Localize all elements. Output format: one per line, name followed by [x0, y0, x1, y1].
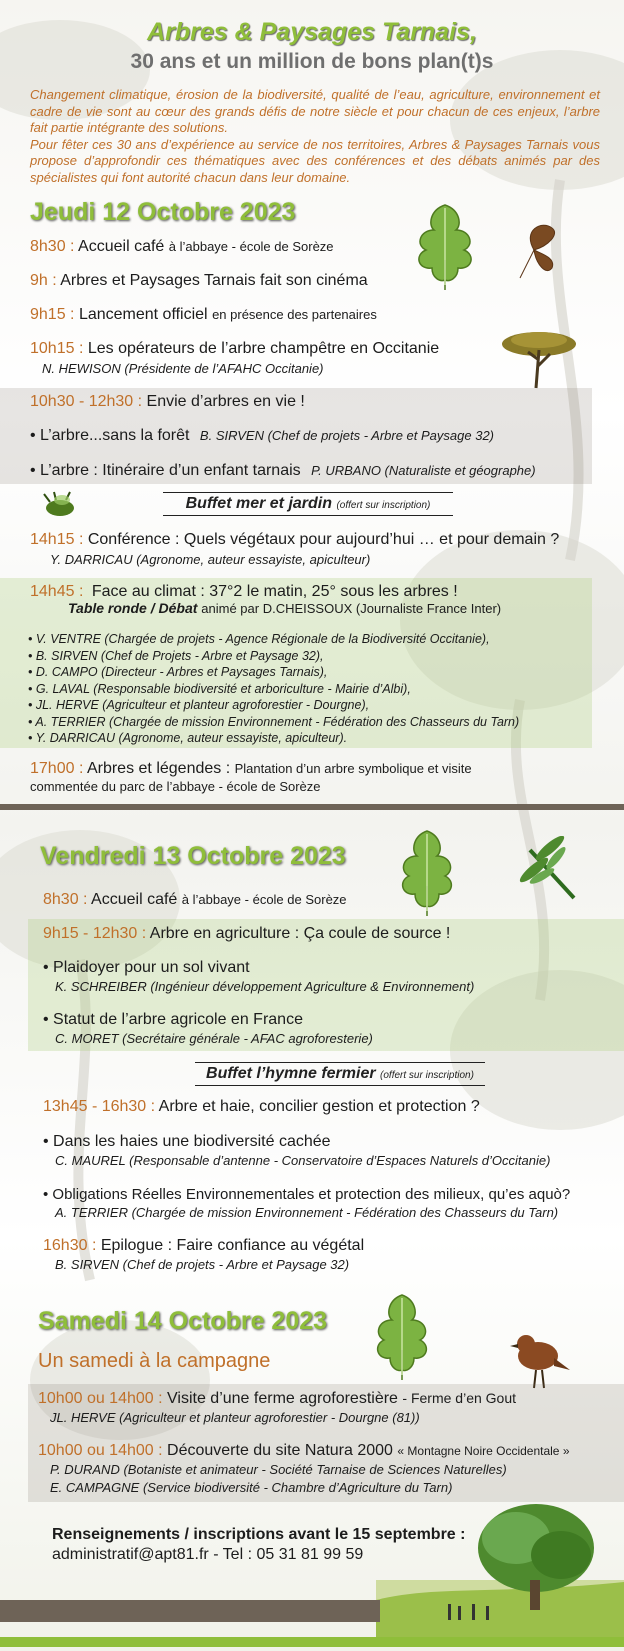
participant-item: • V. VENTRE (Chargée de projets - Agence Régionale de la Biodiversité Occitanie),: [28, 632, 490, 646]
day2-title: Vendredi 13 Octobre 2023: [40, 842, 346, 870]
day2-event-2-bullet-1: • Plaidoyer pour un sol vivant: [43, 959, 250, 976]
bee-icon: [40, 490, 80, 522]
participant-item: • B. SIRVEN (Chef de Projets - Arbre et Paysage 32),: [28, 648, 324, 663]
day3-subtitle: Un samedi à la campagne: [38, 1350, 271, 1372]
oak-leaf-icon: [410, 200, 480, 292]
day1-roundtable: Table ronde / Débat animé par D.CHEISSOUX (Journaliste France Inter): [68, 600, 502, 616]
day1-event-5: 10h30 - 12h30 : Envie d’arbres en vie !: [30, 393, 305, 410]
day1-event-5-bullet-1: • L’arbre...sans la forêt B. SIRVEN (Chef de projets - Arbre et Paysage 32): [30, 427, 495, 444]
butterfly-icon: [512, 220, 562, 280]
participant-item: • A. TERRIER (Chargée de mission Environnement - Fédération des Chasseurs du Tarn): [28, 714, 520, 729]
main-title: Arbres & Paysages Tarnais,: [147, 18, 477, 46]
day1-event-4: 10h15 : Les opérateurs de l’arbre champêtre en Occitanie: [30, 340, 440, 357]
day2-event-4: 16h30 : Epilogue : Faire confiance au végétal: [43, 1237, 365, 1254]
day1-event-6: 14h15 : Conférence : Quels végétaux pour aujourd’hui … et pour demain ?: [30, 531, 560, 548]
oak-leaf-icon: [370, 1290, 434, 1382]
intro-paragraph-1: Changement climatique, érosion de la biodiversité, qualité de l’eau, agriculture, environnement et cadre de vie sont au cœur des grands défis de notre siècle et pour chacun de ces enjeux, l’arbre fait partie intégrante des solutions.: [30, 87, 600, 135]
section-divider: [0, 804, 624, 810]
participant-item: • D. CAMPO (Directeur - Arbres et Paysages Tarnais),: [28, 665, 328, 679]
day3-event-2-speaker-2: E. CAMPAGNE (Service biodiversité - Chambre d’Agriculture du Tarn): [50, 1480, 453, 1495]
participant-item: • JL. HERVE (Agriculteur et planteur agroforestier - Dourgne),: [28, 698, 370, 712]
day2-event-3-bullet-1-speaker: C. MAUREL (Responsable d’antenne - Conservatoire d’Espaces Naturels d’Occitanie): [55, 1153, 551, 1168]
day1-event-8-detail: commentée du parc de l’abbaye - école de Sorèze: [30, 779, 321, 794]
participant-item: • Y. DARRICAU (Agronome, auteur essayiste, apiculteur).: [28, 731, 348, 745]
day3-event-2: 10h00 ou 14h00 : Découverte du site Natura 2000 « Montagne Noire Occidentale »: [38, 1442, 570, 1459]
day3-event-1-speaker: JL. HERVE (Agriculteur et planteur agroforestier - Dourgne (81)): [50, 1410, 420, 1425]
day2-event-3-bullet-1: • Dans les haies une biodiversité cachée: [43, 1133, 331, 1150]
day1-roundtable-participants: [28, 631, 519, 747]
landscape-illustration: [376, 1500, 624, 1641]
day1-event-8: 17h00 : Arbres et légendes : Plantation d’un arbre symbolique et visite: [30, 760, 472, 777]
intro-paragraph-2: Pour fêter ces 30 ans d’expérience au service de nos territoires, Arbres & Paysages Tarnais vous propose d’approfondir ces thématiques avec des conférences et des débats animés par des spécialistes qui font autorité chacun dans leur domaine.: [30, 136, 600, 185]
day2-event-2: 9h15 - 12h30 : Arbre en agriculture : Ça coule de source !: [43, 925, 451, 942]
day1-buffet: Buffet mer et jardin (offert sur inscription): [163, 492, 453, 516]
day1-event-4-speaker: N. HEWISON (Présidente de l’AFAHC Occitanie): [42, 361, 324, 376]
day2-event-3-bullet-2-speaker: A. TERRIER (Chargée de mission Environnement - Fédération des Chasseurs du Tarn): [55, 1205, 559, 1220]
participant-item: • G. LAVAL (Responsable biodiversité et arboriculture - Mairie d’Albi),: [28, 681, 411, 696]
main-subtitle: 30 ans et un million de bons plan(t)s: [130, 50, 494, 73]
bird-icon: [510, 1322, 572, 1392]
day2-event-4-speaker: B. SIRVEN (Chef de projets - Arbre et Paysage 32): [55, 1257, 350, 1272]
footer-info: Renseignements / inscriptions avant le 15 septembre :: [52, 1526, 466, 1543]
footer-contact: administratif@apt81.fr - Tel : 05 31 81 99 59: [52, 1546, 364, 1563]
day2-event-3-bullet-2: • Obligations Réelles Environnementales et protection des milieux, qu’es aquò?: [43, 1186, 571, 1203]
day2-event-2-bullet-2-speaker: C. MORET (Secrétaire générale - AFAC agroforesterie): [55, 1031, 373, 1046]
day1-title: Jeudi 12 Octobre 2023: [30, 198, 296, 226]
footer-green-strip: [0, 1637, 624, 1647]
day2-event-2-bullet-2: • Statut de l’arbre agricole en France: [43, 1011, 303, 1028]
day1-event-1: 8h30 : Accueil café à l’abbaye - école de Sorèze: [30, 238, 334, 255]
day1-event-2: 9h : Arbres et Paysages Tarnais fait son cinéma: [30, 272, 368, 289]
day1-event-3: 9h15 : Lancement officiel en présence des partenaires: [30, 306, 377, 323]
intro-text: [30, 87, 600, 186]
day1-event-6-speaker: Y. DARRICAU (Agronome, auteur essayiste, apiculteur): [50, 552, 371, 567]
footer-bar: [0, 1600, 380, 1622]
day3-event-1: 10h00 ou 14h00 : Visite d’une ferme agroforestière - Ferme d’en Gout: [38, 1390, 517, 1407]
day1-event-7: 14h45 : Face au climat : 37°2 le matin, 25° sous les arbres !: [30, 583, 458, 600]
day2-event-2-bullet-1-speaker: K. SCHREIBER (Ingénieur développement Agriculture & Environnement): [55, 979, 475, 994]
day3-title: Samedi 14 Octobre 2023: [38, 1307, 328, 1335]
day1-event-5-bullet-2: • L’arbre : Itinéraire d’un enfant tarnais P. URBANO (Naturaliste et géographe): [30, 462, 536, 479]
day2-event-3: 13h45 - 16h30 : Arbre et haie, concilier gestion et protection ?: [43, 1098, 480, 1115]
dragonfly-icon: [512, 836, 584, 906]
oak-leaf-icon: [395, 826, 459, 918]
day2-event-1: 8h30 : Accueil café à l’abbaye - école de Sorèze: [43, 891, 347, 908]
day2-buffet: Buffet l’hymne fermier (offert sur inscription): [195, 1062, 485, 1086]
day3-event-2-speaker-1: P. DURAND (Botaniste et animateur - Société Tarnaise de Sciences Naturelles): [50, 1462, 507, 1477]
tree-icon: [500, 330, 578, 390]
